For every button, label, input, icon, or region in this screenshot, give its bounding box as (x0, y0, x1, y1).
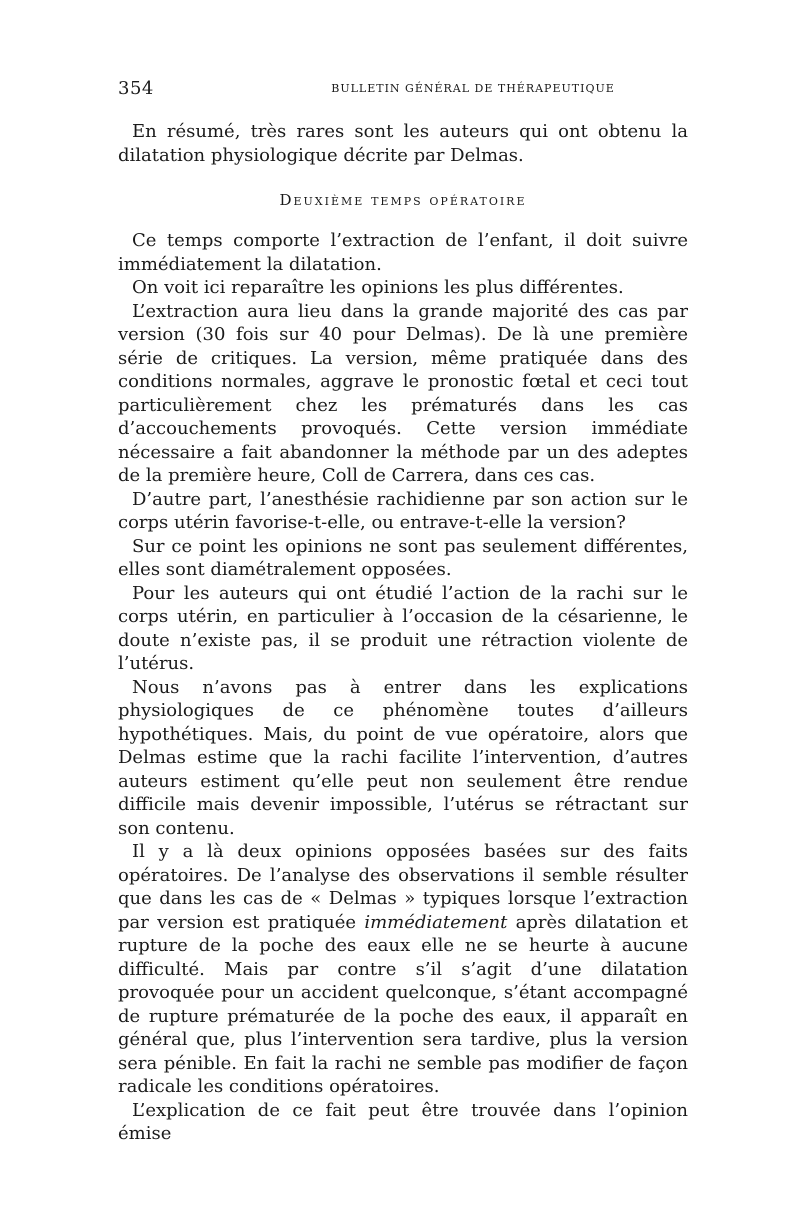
paragraph-observations (118, 840, 688, 1099)
paragraph-physiology: Nous n’avons pas à entrer dans les explications physiologiques de ce phénomène toutes d’ailleurs hypothétiques. Mais, du point de vue opératoire, alors que Delmas estime que la rachi facilite l’intervention, d’autres auteurs estiment qu’elle peut non seulement être rendue difficile mais devenir impossible, l’utérus se rétractant sur son contenu. (118, 676, 688, 839)
paragraph-uterine-retraction: Pour les auteurs qui ont étudié l’action de la rachi sur le corps utérin, en particulier à l’occasion de la césarienne, le doute n’existe pas, il se produit une rétraction violente de l’utérus. (118, 582, 688, 674)
paragraph-observations-text-1: Il y a là deux opinions opposées basées sur des faits opératoires. De l’analyse des observations il semble résulter que dans les cas de « Delmas » typiques lorsque l’extraction par version est pratiquée (118, 841, 688, 933)
paragraph-anesthesia-question: D’autre part, l’anesthésie rachidienne par son action sur le corps utérin favorise-t-elle, ou entrave-t-elle la version? (118, 488, 688, 533)
paragraph-summary: En résumé, très rares sont les auteurs qui ont obtenu la dilatation physiologique décrite par Delmas. (118, 121, 688, 166)
paragraph-opposed-opinions: Sur ce point les opinions ne sont pas seulement différentes, elles sont diamétralement opposées. (118, 535, 688, 580)
page-body (118, 120, 688, 1146)
section-heading: Deuxième temps opératoire (279, 191, 527, 209)
paragraph-extraction-intro: Ce temps comporte l’extraction de l’enfant, il doit suivre immédiatement la dilatation. (118, 230, 688, 275)
emphasis-immediatement: immédiatement (364, 911, 508, 933)
page-header (118, 78, 688, 98)
paragraph-explanation: L’explication de ce fait peut être trouvée dans l’opinion émise (118, 1099, 688, 1144)
paragraph-opinions: On voit ici reparaître les opinions les plus différentes. (132, 277, 624, 298)
paragraph-observations-text-2: après dilatation et rupture de la poche des eaux elle ne se heurte à aucune difficulté. Mais par contre s’il s’agit d’une dilatation provoquée pour un accident quelconque, s’étant accompagné de rupture prématurée de la poche des eaux, il apparaît en général que, plus l’intervention sera tardive, plus la version sera pénible. En fait la rachi ne semble pas modifier de façon radicale les conditions opératoires. (118, 911, 688, 1097)
paragraph-version: L’extraction aura lieu dans la grande majorité des cas par version (30 fois sur 40 pour Delmas). De là une première série de critiques. La version, même pratiquée dans des conditions normales, aggrave le pronostic fœtal et ceci tout particulièrement chez les prématurés dans les cas d’accouchements provoqués. Cette version immédiate nécessaire a fait abandonner la méthode par un des adeptes de la première heure, Coll de Carrera, dans ces cas. (118, 300, 688, 486)
running-head: BULLETIN GÉNÉRAL DE THÉRAPEUTIQUE (331, 82, 615, 95)
page-number: 354 (118, 78, 154, 99)
